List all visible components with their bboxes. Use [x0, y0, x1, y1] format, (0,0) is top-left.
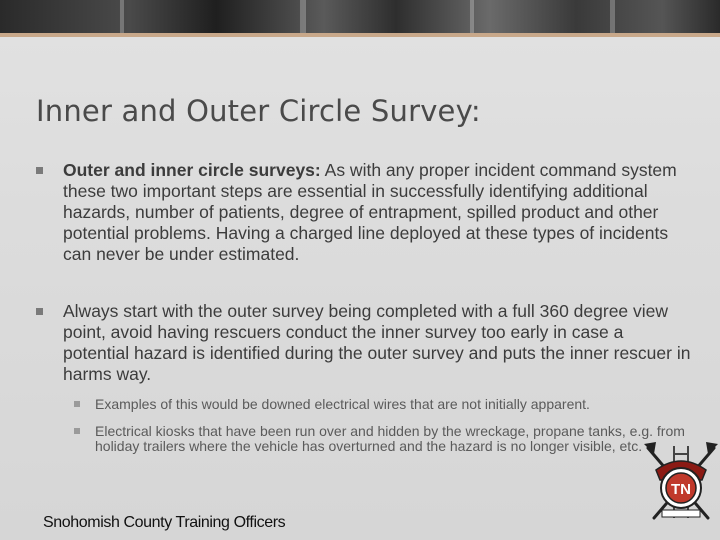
badge-text: TN	[671, 481, 691, 498]
square-bullet-icon	[74, 401, 80, 407]
header-banner-image	[0, 0, 720, 33]
slide-title: Inner and Outer Circle Survey:	[36, 94, 481, 128]
accent-divider	[0, 33, 720, 37]
square-bullet-icon	[36, 308, 43, 315]
square-bullet-icon	[36, 167, 43, 174]
sub-bullet-text-2: Electrical kiosks that have been run over and hidden by the wreckage, propane tanks, e.g. from holiday trailers where the vehicle has overturned and the hazard is no longer visible, etc.	[95, 423, 685, 454]
bullet-bold-lead: Outer and inner circle surveys:	[63, 160, 321, 180]
sub-bullet-text-1: Examples of this would be downed electrical wires that are not initially apparent.	[95, 396, 590, 412]
bullet-text-2: Always start with the outer survey being completed with a full 360 degree view point, avoid having rescuers conduct the inner survey too early in case a potential hazard is identified during the outer survey and puts the inner rescuer in harms way.	[63, 301, 691, 384]
bullet-body-1: As with any proper incident command system these two important steps are essential in successfully identifying additional hazards, number of patients, degree of entrapment, spilled product and other potential problems. Having a charged line deployed at these types of incidents can never be under estimated.	[63, 160, 677, 264]
footer-organization: Snohomish County Training Officers	[43, 514, 286, 531]
fire-department-badge-logo	[642, 440, 720, 524]
square-bullet-icon	[74, 428, 80, 434]
bullet-text-1	[63, 160, 693, 265]
